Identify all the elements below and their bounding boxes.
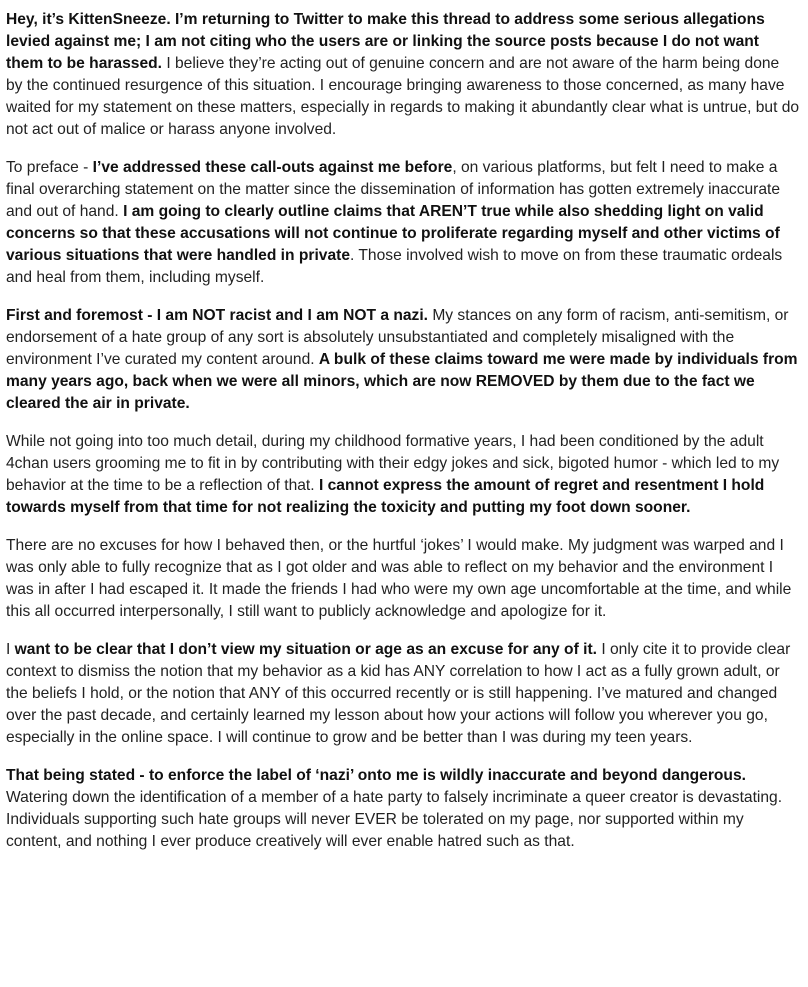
- text-regular: Watering down the identification of a member of a hate party to falsely incriminate a queer creator is devastating. Individuals supporting such hate groups will never EVER be tolerated on my page, nor supported within my content, and nothing I ever produce creatively will ever enable hatred such as that.: [6, 789, 783, 850]
- text-regular: While not going into too much detail, during my childhood formative years, I had been conditioned by the adult 4chan users grooming me to fit in by contributing with their edgy jokes and sick, bigoted humor - which led to my behavior at the time to be a reflection of that.: [6, 433, 780, 494]
- text-bold: That being stated - to enforce the label of ‘nazi’ onto me is wildly inaccurate and beyond dangerous.: [6, 767, 746, 784]
- text-bold: want to be clear that I don’t view my situation or age as an excuse for any of it.: [14, 641, 597, 658]
- text-bold: First and foremost - I am NOT racist and I am NOT a nazi.: [6, 307, 428, 324]
- text-regular: To preface -: [6, 159, 93, 176]
- paragraph-preface: [6, 157, 800, 289]
- text-regular: I: [6, 641, 15, 658]
- text-regular: I believe they’re acting out of genuine concern and are not aware of the harm being done by the continued resurgence of this situation. I encourage bringing awareness to those concerned, as many have waited for my statement on these matters, especially in regards to making it abundantly clear what is untrue, but do not act out of malice or harass anyone involved.: [6, 55, 800, 138]
- text-regular: There are no excuses for how I behaved then, or the hurtful ‘jokes’ I would make. My judgment was warped and I was only able to fully recognize that as I got older and was able to reflect on my behavior and the environment I was in after I had escaped it. It made the friends I had who were my own age uncomfortable at the time, and while this all occurred interpersonally, I still want to publicly acknowledge and apologize for it.: [6, 537, 792, 620]
- text-bold: I cannot express the amount of regret and resentment I hold towards myself from that time for not realizing the toxicity and putting my foot down sooner.: [6, 477, 765, 516]
- paragraph-first-and-foremost: [6, 305, 800, 415]
- paragraph-childhood: [6, 431, 800, 519]
- text-regular: I only cite it to provide clear context to dismiss the notion that my behavior as a kid has ANY correlation to how I act as a fully grown adult, or the beliefs I hold, or the notion that ANY of this occurred recently or is still happening. I’ve matured and changed over the past decade, and certainly learned my lesson about how your actions will follow you wherever you go, especially in the online space. I will continue to grow and be better than I was during my teen years.: [6, 641, 791, 746]
- text-bold: A bulk of these claims toward me were made by individuals from many years ago, back when we were all minors, which are now REMOVED by them due to the fact we cleared the air in private.: [6, 351, 798, 412]
- paragraph-that-being-stated: [6, 765, 800, 853]
- text-bold: Hey, it’s KittenSneeze. I’m returning to Twitter to make this thread to address some serious allegations levied against me; I am not citing who the users are or linking the source posts because I do not want them to be harassed.: [6, 11, 765, 72]
- paragraph-intro: [6, 9, 800, 141]
- text-bold: I am going to clearly outline claims that AREN’T true while also shedding light on valid concerns so that these accusations will not continue to proliferate regarding myself and other victims of various situations that were handled in private: [6, 203, 780, 264]
- paragraph-no-excuses: [6, 535, 800, 623]
- text-bold: I’ve addressed these call-outs against me before: [92, 159, 453, 176]
- paragraph-be-clear: [6, 639, 800, 749]
- text-regular: My stances on any form of racism, anti-semitism, or endorsement of a hate group of any sort is absolutely unsubstantiated and completely misaligned with the environment I’ve curated my content around.: [6, 307, 789, 368]
- text-regular: . Those involved wish to move on from these traumatic ordeals and heal from them, including myself.: [6, 247, 783, 286]
- text-regular: , on various platforms, but felt I need to make a final overarching statement on the matter since the dissemination of information has gotten extremely inaccurate and out of hand.: [6, 159, 781, 220]
